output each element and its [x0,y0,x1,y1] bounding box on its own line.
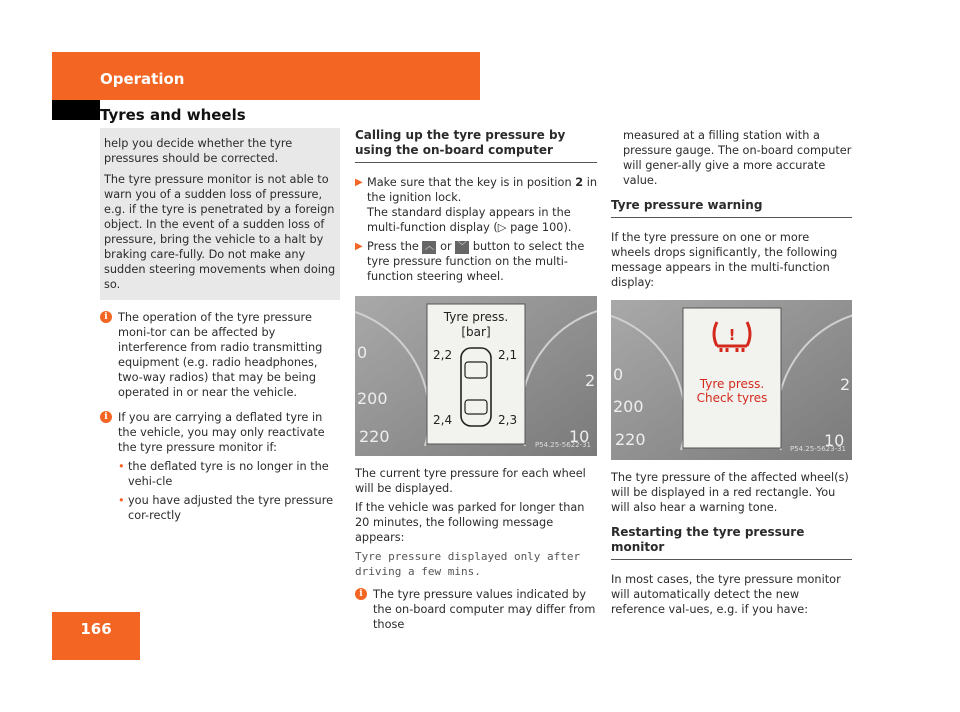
bullet-icon: • [118,494,125,507]
paragraph: If the tyre pressure on one or more wheels drops significantly, the following message appears in the multi-function display: [611,231,838,289]
gauge-label: 0 [613,365,624,384]
gauge-label: 0 [357,343,368,362]
page-ref-arrow-icon: ▷ [497,221,511,234]
paragraph: The current tyre pressure for each wheel will be displayed. [355,467,586,495]
info-icon: i [355,588,367,600]
step-text: in the ignition lock. [367,176,597,204]
up-button-icon: ︿ [422,241,436,254]
instruction-step [355,239,597,284]
page-number: 166 [80,620,112,638]
step-arrow-icon: ▶ [355,241,363,252]
paragraph: If the vehicle was parked for longer than 20 minutes, the following message appears: [355,501,585,544]
display-message [355,549,597,579]
pressure-front-left: 2,2 [433,348,453,362]
pressure-front-right: 2,1 [498,348,518,362]
info-note-text: The operation of the tyre pressure moni-tor can be affected by interference from radio transmitting equipment (e.g. radio headphones, two-way radios) that may be being operated in or near the vehicle. [118,311,323,399]
info-icon: i [100,411,112,423]
gauge-label: 220 [359,427,390,446]
instrument-cluster-illustration [611,300,852,460]
step-text: or [440,240,452,253]
step-arrow-icon: ▶ [355,177,363,188]
info-note-text: The tyre pressure values indicated by the on-board computer may differ from those [373,588,596,631]
warning-message: Tyre press. [699,377,765,391]
section-heading: Calling up the tyre pressure by using the on-board computer [355,128,597,163]
step-text: button to select the tyre pressure function on the multi-function steering wheel. [367,240,585,283]
column-right [611,128,852,621]
list-item [118,459,340,489]
gauge-label: 200 [357,389,388,408]
info-note [100,310,340,400]
figure-code: P54.25-5622-31 [534,441,591,449]
gauge-label: 10 [824,431,845,450]
chapter-title: Tyres and wheels [100,106,246,124]
info-icon: i [100,311,112,323]
bullet-icon: • [118,460,125,473]
list-item-text: you have adjusted the tyre pressure cor-rectly [128,494,334,522]
gauge-label: 200 [613,397,644,416]
instrument-cluster-illustration [355,296,597,456]
paragraph: measured at a filling station with a pressure gauge. The on-board computer will gener-ally give a more accurate value. [623,129,852,187]
figure-unit: [bar] [461,325,491,339]
svg-text:!: ! [728,326,736,344]
pressure-rear-right: 2,3 [498,413,518,427]
warning-box-text-2: The tyre pressure monitor is not able to warn you of a sudden loss of pressure, e.g. if the tyre is penetrated by a foreign object. In the event of a sudden loss of pressure, bring the vehicle to a halt by braking care-fully. Do not make any sudden steering movements when doing so. [104,173,336,291]
list-item-text: the deflated tyre is no longer in the vehi-cle [128,460,329,488]
column-left [100,128,340,523]
section-heading: Tyre pressure warning [611,198,852,218]
pressure-rear-left: 2,4 [433,413,453,427]
warning-box [100,128,340,300]
down-button-icon: ﹀ [455,241,469,254]
step-text: The standard display appears in the multi-function display ( [367,206,571,234]
paragraph: The tyre pressure of the affected wheel(s) will be displayed in a red rectangle. You will also hear a warning tone. [611,471,849,514]
tyre-warning-display-image [611,300,852,460]
gauge-label: 2 [840,375,851,394]
page-reference: page 100). [510,221,572,234]
gauge-label: 2 [585,371,596,390]
list-item [118,493,340,523]
info-note-text: If you are carrying a deflated tyre in the vehicle, you may only reactivate the tyre pressure monitor if: [118,411,325,454]
paragraph: In most cases, the tyre pressure monitor will automatically detect the new reference val-ues, e.g. if you have: [611,573,841,616]
gauge-label: 220 [615,430,646,449]
tyre-pressure-display-image [355,296,597,456]
warning-message: Check tyres [696,391,768,405]
gauge-label: 10 [569,427,590,446]
warning-box-text-1: help you decide whether the tyre pressures should be corrected. [104,137,293,165]
display-message-line: Tyre pressure displayed only after [355,550,581,563]
chapter-tab [52,100,100,120]
figure-code: P54.25-5623-31 [789,445,846,453]
step-text: Press the [367,240,419,253]
display-message-line: driving a few mins. [355,565,481,578]
figure-title: Tyre press. [443,310,509,324]
section-heading: Restarting the tyre pressure monitor [611,525,852,560]
instruction-step [355,175,597,235]
step-text: Make sure that the key is in position [367,176,572,189]
column-middle [355,128,597,632]
section-title: Operation [100,70,185,88]
key-position: 2 [575,176,584,189]
info-note [355,587,597,632]
info-note [100,410,340,523]
